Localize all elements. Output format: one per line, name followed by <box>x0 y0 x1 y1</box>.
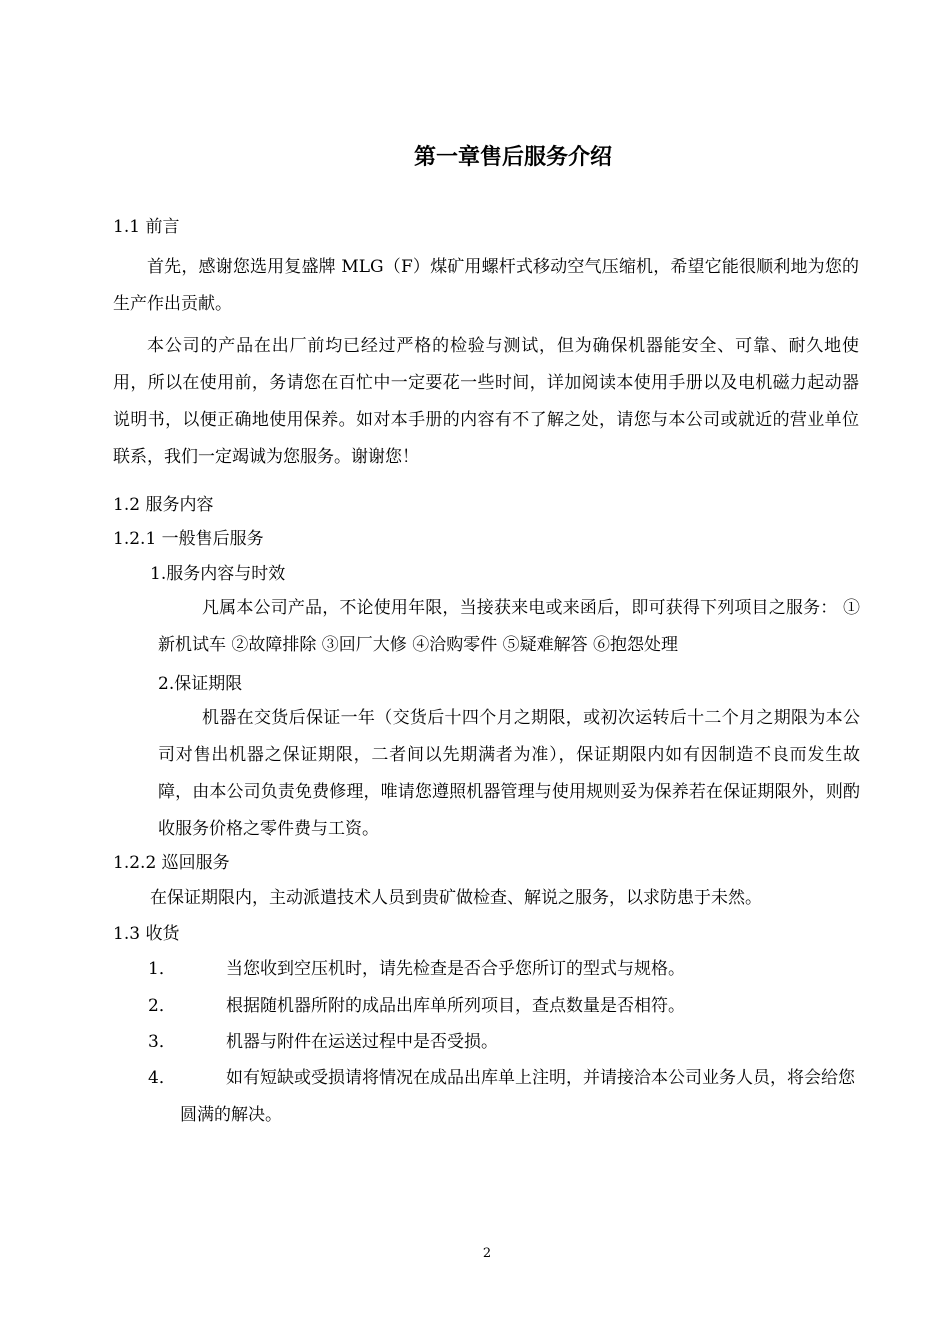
service-content-paragraph <box>158 590 860 664</box>
list-item-number: 1． <box>148 959 176 979</box>
receiving-list-item <box>148 1060 860 1134</box>
preface-text-1: 首先，感谢您选用复盛牌 MLG（F）煤矿用螺杆式移动空气压缩机，希望它能很顺利地为您的生产作出贡献。 <box>113 257 859 314</box>
list-item-number: 3． <box>148 1032 176 1052</box>
patrol-service-text: 在保证期限内，主动派遣技术人员到贵矿做检查、解说之服务，以求防患于未然。 <box>150 888 762 908</box>
list-item-number: 4． <box>148 1068 176 1088</box>
service-content-heading: 1.服务内容与时效 <box>150 564 286 584</box>
list-item-number: 2． <box>148 996 176 1016</box>
warranty-heading: 2.保证期限 <box>158 674 243 694</box>
preface-text-2: 本公司的产品在出厂前均已经过严格的检验与测试，但为确保机器能安全、可靠、耐久地使用，所以在使用前，务请您在百忙中一定要花一些时间，详加阅读本使用手册以及电机磁力起动器说明书，以便正确地使用保养。如对本手册的内容有不了解之处，请您与本公司或就近的营业单位联系，我们一定竭诚为您服务。谢谢您！ <box>113 336 859 467</box>
preface-paragraph-2 <box>113 328 859 476</box>
list-item-text: 如有短缺或受损请将情况在成品出库单上注明，并请接洽本公司业务人员，将会给您圆满的解决。 <box>180 1068 855 1125</box>
section-heading-1-2-1: 1.2.1 一般售后服务 <box>113 529 264 549</box>
service-content-text: 凡属本公司产品，不论使用年限，当接获来电或来函后，即可获得下列项目之服务： ①新机试车 ②故障排除 ③回厂大修 ④洽购零件 ⑤疑难解答 ⑥抱怨处理 <box>158 598 860 655</box>
warranty-paragraph <box>158 700 860 848</box>
page-number: 2 <box>482 1246 492 1261</box>
section-heading-1-2-2: 1.2.2 巡回服务 <box>113 853 230 873</box>
list-item-text: 当您收到空压机时，请先检查是否合乎您所订的型式与规格。 <box>226 959 685 979</box>
receiving-list-item <box>148 1024 860 1061</box>
warranty-text: 机器在交货后保证一年（交货后十四个月之期限，或初次运转后十二个月之期限为本公司对售出机器之保证期限，二者间以先期满者为准），保证期限内如有因制造不良而发生故障，由本公司负责免费修理，唯请您遵照机器管理与使用规则妥为保养若在保证期限外，则酌收服务价格之零件费与工资。 <box>158 708 860 839</box>
section-heading-1-2: 1.2 服务内容 <box>113 495 214 515</box>
section-heading-1-3: 1.3 收货 <box>113 924 180 944</box>
chapter-title: 第一章售后服务介绍 <box>413 145 612 170</box>
preface-paragraph-1 <box>113 249 859 323</box>
list-item-text: 机器与附件在运送过程中是否受损。 <box>226 1032 498 1052</box>
section-heading-1-1: 1.1 前言 <box>113 217 180 237</box>
list-item-text: 根据随机器所附的成品出库单所列项目，查点数量是否相符。 <box>226 996 685 1016</box>
receiving-list-item <box>148 988 860 1025</box>
receiving-list-item <box>148 951 860 988</box>
